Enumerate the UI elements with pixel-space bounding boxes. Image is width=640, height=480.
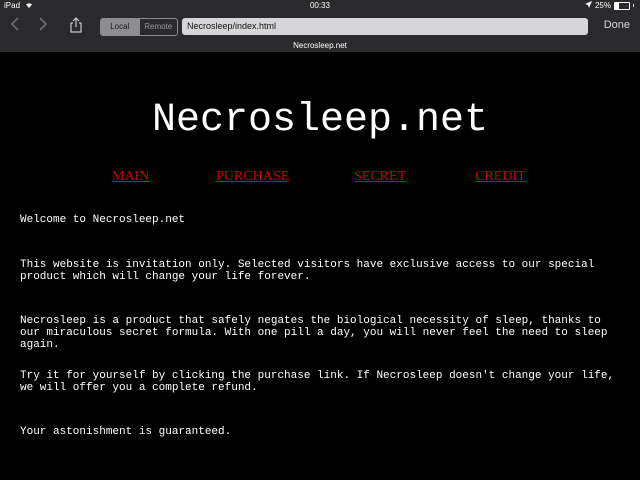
battery-tip — [633, 4, 634, 7]
status-bar — [0, 0, 640, 12]
page-title: Necrosleep.net — [0, 40, 640, 52]
nav-link-purchase[interactable]: PURCHASE — [216, 169, 290, 184]
local-button[interactable]: Local — [101, 19, 139, 35]
chevron-right-icon[interactable] — [38, 16, 48, 35]
invitation-text: This website is invitation only. Selected visitors have exclusive access to our special product which will change your life forever. — [20, 259, 595, 283]
done-button[interactable]: Done — [603, 19, 630, 31]
local-remote-toggle — [100, 18, 178, 36]
clock: 00:33 — [309, 1, 331, 10]
web-content — [0, 52, 640, 480]
device-label: iPad — [4, 1, 21, 10]
remote-button[interactable]: Remote — [139, 19, 178, 35]
share-icon[interactable] — [68, 17, 84, 33]
welcome-text: Welcome to Necrosleep.net — [20, 214, 186, 226]
location-icon — [585, 1, 592, 10]
guarantee-text: Your astonishment is guaranteed. — [20, 426, 232, 438]
chevron-left-icon[interactable] — [10, 16, 20, 35]
product-text: Necrosleep is a product that safely negates the biological necessity of sleep, thanks to our miraculous secret formula. With one pill a day, you will never feel the need to sleep again. — [20, 315, 608, 351]
site-title: Necrosleep.net — [151, 98, 489, 143]
url-field[interactable]: Necrosleep/index.html — [182, 18, 588, 35]
nav-link-main[interactable]: MAIN — [112, 169, 150, 184]
nav-link-credit[interactable]: CREDIT — [475, 169, 526, 184]
battery-icon — [614, 2, 630, 10]
nav-link-secret[interactable]: SECRET — [354, 169, 407, 184]
refund-text: Try it for yourself by clicking the purchase link. If Necrosleep doesn't change your life, we will offer you a complete refund. — [20, 370, 615, 394]
browser-toolbar — [0, 12, 640, 40]
battery-percent: 25% — [594, 1, 611, 10]
